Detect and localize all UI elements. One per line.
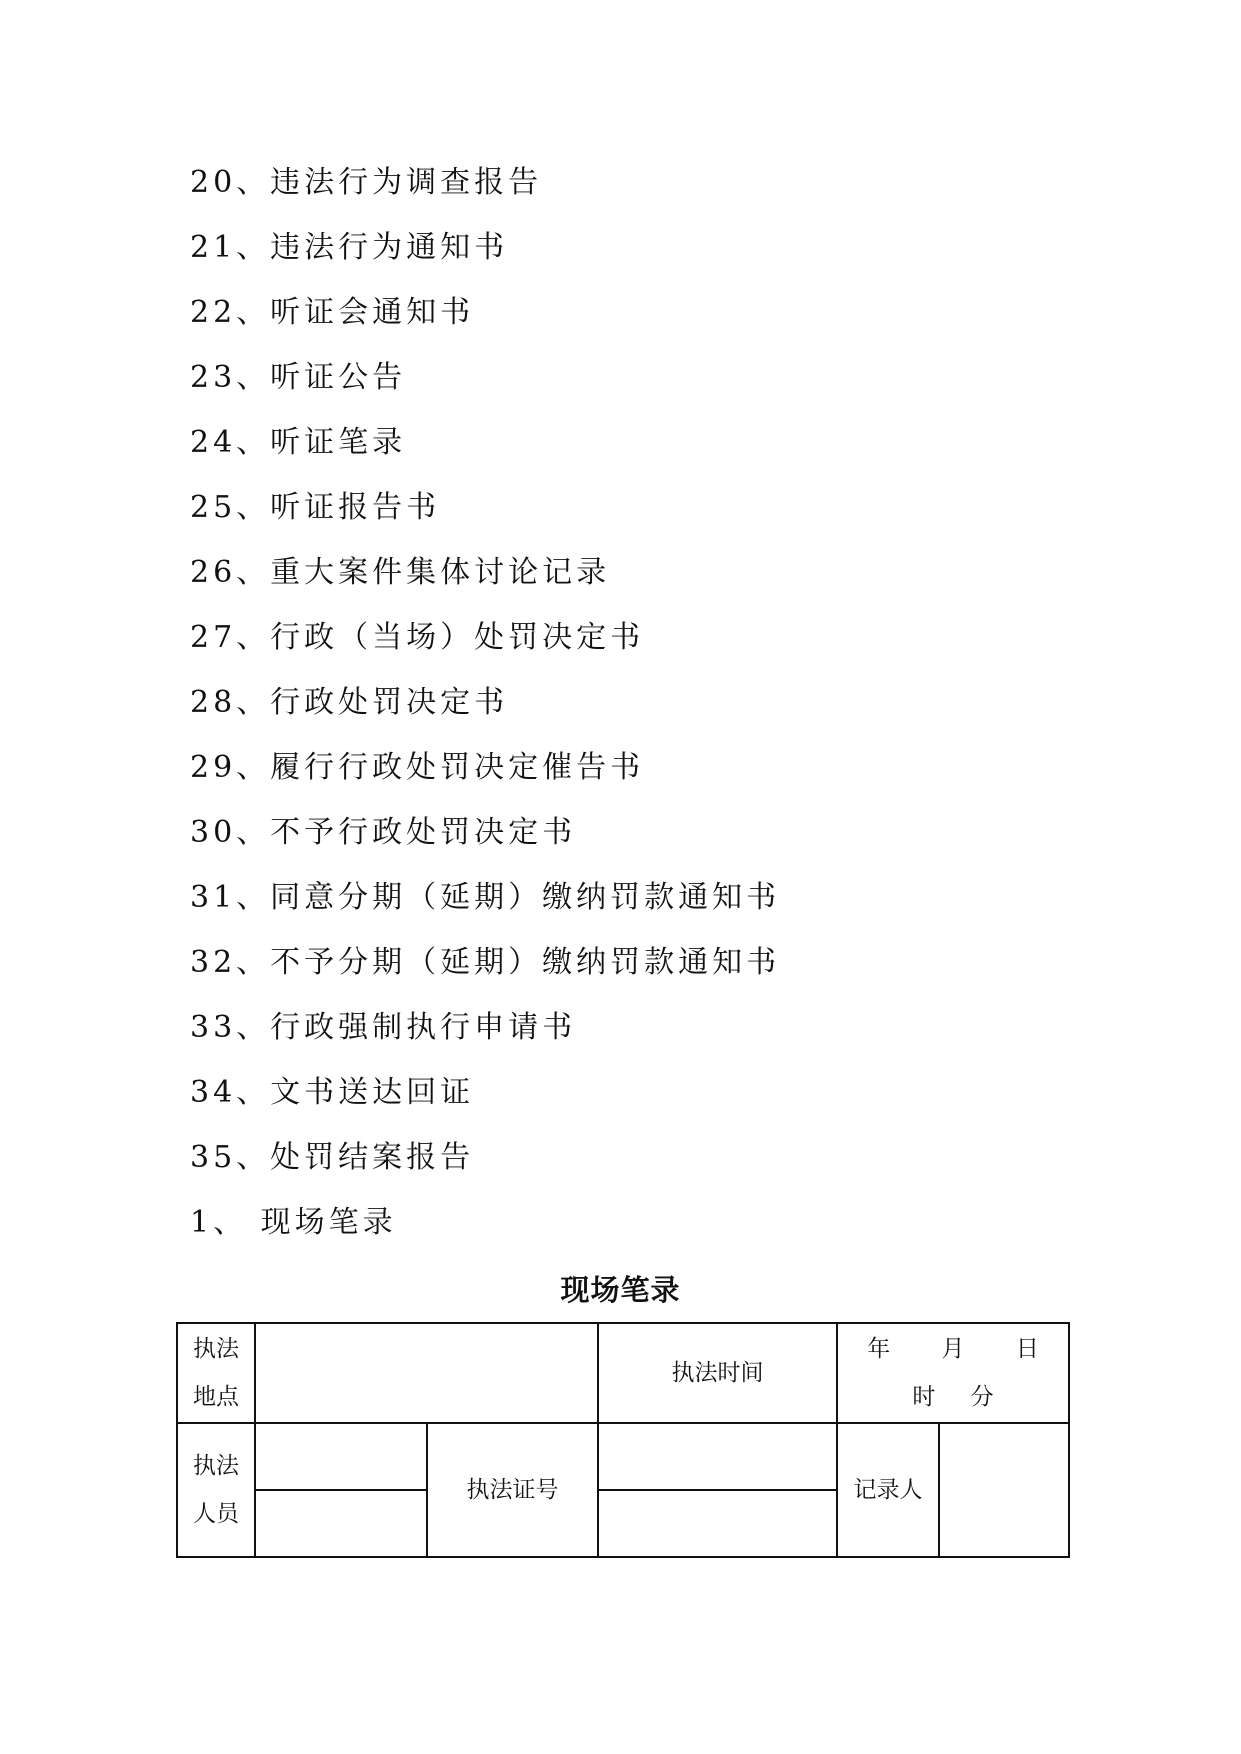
list-item: 32、不予分期（延期）缴纳罚款通知书 [190,945,781,980]
list-item: 1、 现场笔录 [190,1205,397,1240]
time-field[interactable] [837,1323,1069,1423]
list-item: 25、听证报告书 [190,490,441,525]
day-label: 日 [1015,1336,1039,1362]
list-item: 28、行政处罚决定书 [190,685,509,720]
list-item: 20、违法行为调查报告 [190,165,543,200]
list-item: 21、违法行为通知书 [190,230,509,265]
list-item: 35、处罚结案报告 [190,1140,475,1175]
time-label: 执法时间 [598,1323,837,1423]
list-item: 23、听证公告 [190,360,407,395]
cert-no-label: 执法证号 [427,1423,598,1557]
location-field[interactable] [255,1323,598,1423]
list-item: 29、履行行政处罚决定催告书 [190,750,645,785]
hour-label: 时 [912,1384,936,1410]
record-form-table [176,1322,1070,1558]
cert-no-field[interactable] [598,1490,837,1557]
form-title: 现场笔录 [560,1273,681,1307]
officer-name-field[interactable] [255,1490,427,1557]
month-label: 月 [941,1336,965,1362]
list-item: 27、行政（当场）处罚决定书 [190,620,645,655]
year-label: 年 [867,1336,891,1362]
list-item: 22、听证会通知书 [190,295,475,330]
recorder-label: 记录人 [837,1423,939,1557]
location-label: 执法 地点 [177,1323,255,1423]
list-item: 33、行政强制执行申请书 [190,1010,577,1045]
document-list [190,155,780,1260]
minute-label: 分 [970,1384,994,1410]
recorder-field[interactable] [939,1423,1069,1557]
list-item: 30、不予行政处罚决定书 [190,815,577,850]
list-item: 26、重大案件集体讨论记录 [190,555,611,590]
officers-label: 执法 人员 [177,1423,255,1557]
officer-name-field[interactable] [255,1423,427,1490]
cert-no-field[interactable] [598,1423,837,1490]
list-item: 24、听证笔录 [190,425,407,460]
list-item: 31、同意分期（延期）缴纳罚款通知书 [190,880,781,915]
list-item: 34、文书送达回证 [190,1075,475,1110]
